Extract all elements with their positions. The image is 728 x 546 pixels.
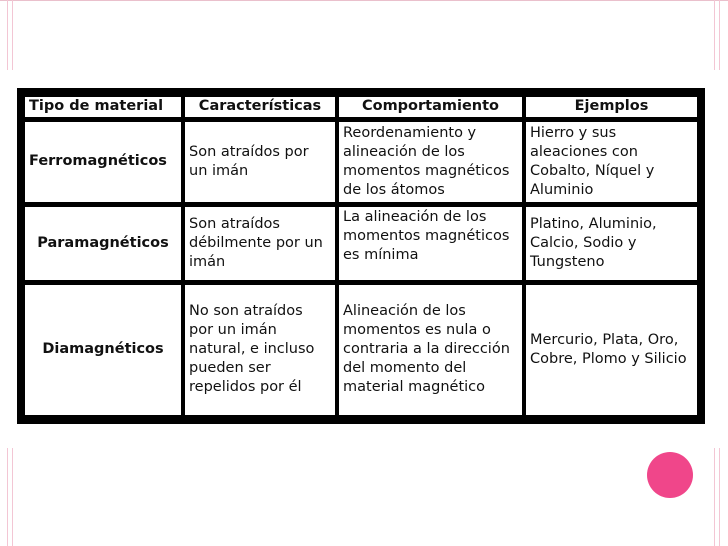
frame-divider	[0, 0, 728, 1]
row-behavior: Reordenamiento y alineación de los momentos magnéticos de los átomos	[339, 122, 522, 203]
row-type: Diamagnéticos	[25, 285, 181, 415]
row-examples: Mercurio, Plata, Oro, Cobre, Plomo y Silicio	[526, 285, 697, 415]
frame-line	[12, 448, 13, 546]
accent-circle	[647, 452, 693, 498]
row-examples: Hierro y sus aleaciones con Cobalto, Níquel y Aluminio	[526, 122, 697, 203]
row-characteristics: Son atraídos por un imán	[185, 122, 335, 203]
row-type: Ferromagnéticos	[25, 122, 181, 203]
frame-line	[12, 0, 13, 70]
header-examples: Ejemplos	[526, 97, 697, 117]
table-row	[25, 122, 697, 203]
table-row	[25, 207, 697, 279]
row-type: Paramagnéticos	[25, 207, 181, 279]
header-behavior: Comportamiento	[339, 97, 522, 117]
frame-line	[7, 448, 8, 546]
frame-line	[7, 0, 8, 70]
frame-line	[719, 0, 720, 70]
header-characteristics: Características	[185, 97, 335, 117]
row-characteristics: Son atraídos débilmente por un imán	[185, 207, 335, 279]
row-examples: Platino, Aluminio, Calcio, Sodio y Tungsteno	[526, 207, 697, 279]
row-behavior: La alineación de los momentos magnéticos es mínima	[339, 207, 522, 279]
row-characteristics: No son atraídos por un imán natural, e incluso pueden ser repelidos por él	[185, 285, 335, 415]
materials-table-container	[17, 88, 705, 424]
table-header-row	[25, 97, 697, 117]
materials-table	[21, 92, 701, 420]
frame-line	[719, 448, 720, 546]
table-row	[25, 285, 697, 415]
frame-line	[714, 0, 715, 70]
row-behavior: Alineación de los momentos es nula o contraria a la dirección del momento del material magnético	[339, 285, 522, 415]
frame-line	[714, 448, 715, 546]
header-type: Tipo de material	[25, 97, 181, 117]
